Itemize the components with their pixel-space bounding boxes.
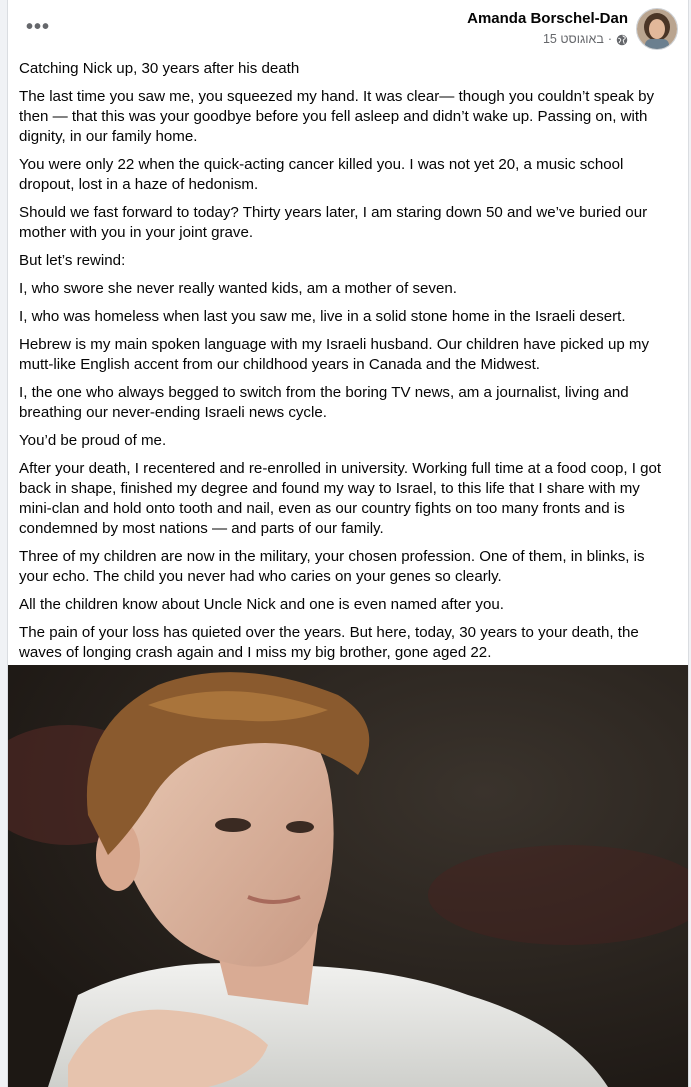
post-paragraph: I, the one who always begged to switch from the boring TV news, am a journalist, living and breathing our never-ending Israeli news cycle. (19, 384, 629, 421)
post-paragraph: I, who swore she never really wanted kids, am a mother of seven. (19, 280, 457, 297)
post-paragraph: You were only 22 when the quick-acting cancer killed you. I was not yet 20, a music school dropout, lost in a haze of hedonism. (19, 156, 624, 193)
post-paragraph: Should we fast forward to today? Thirty years later, I am staring down 50 and we’ve buried our mother with you in your joint grave. (19, 204, 648, 241)
globe-icon (616, 34, 628, 46)
author-name[interactable]: Amanda Borschel-Dan (467, 10, 628, 27)
post-paragraph: Three of my children are now in the military, your chosen profession. One of them, in blinks, is your echo. The child you never had who caries on your genes so clearly. (19, 548, 645, 585)
avatar[interactable] (636, 8, 678, 50)
post-paragraph: Catching Nick up, 30 years after his death (19, 60, 300, 77)
post-card (7, 0, 689, 1087)
post-photo[interactable] (8, 665, 688, 1087)
more-options-icon[interactable]: ••• (25, 15, 50, 38)
post-date[interactable]: 15 באוגוסט (542, 32, 604, 46)
post-paragraph: I, who was homeless when last you saw me, live in a solid stone home in the Israeli desert. (19, 308, 626, 325)
meta-separator: · (607, 32, 612, 46)
post-paragraph: Hebrew is my main spoken language with my Israeli husband. Our children have picked up my mutt-like English accent from our childhood years in Canada and the Midwest. (19, 336, 650, 373)
post-paragraph: The pain of your loss has quieted over the years. But here, today, 30 years to your death, the waves of longing crash again and I miss my big brother, gone aged 22. (19, 624, 639, 661)
post-paragraph: After your death, I recentered and re-enrolled in university. Working full time at a food coop, I got back in shape, finished my degree and found my way to Israel, to this life that I share with my mini-clan and hold onto tooth and nail, even as our country fights on too many fronts and is condemned by most nations — and parts of our family. (19, 460, 662, 537)
post-header (8, 0, 688, 56)
author-block (467, 10, 628, 47)
post-body (8, 56, 688, 663)
post-meta (467, 32, 628, 47)
post-paragraph: All the children know about Uncle Nick and one is even named after you. (19, 596, 504, 613)
post-paragraph: But let’s rewind: (19, 252, 126, 269)
post-paragraph: You’d be proud of me. (19, 432, 167, 449)
post-paragraph: The last time you saw me, you squeezed my hand. It was clear— though you couldn’t speak by then — that this was your goodbye before you fell asleep and didn’t wake up. Passing on, with dignity, in our family home. (19, 88, 655, 145)
